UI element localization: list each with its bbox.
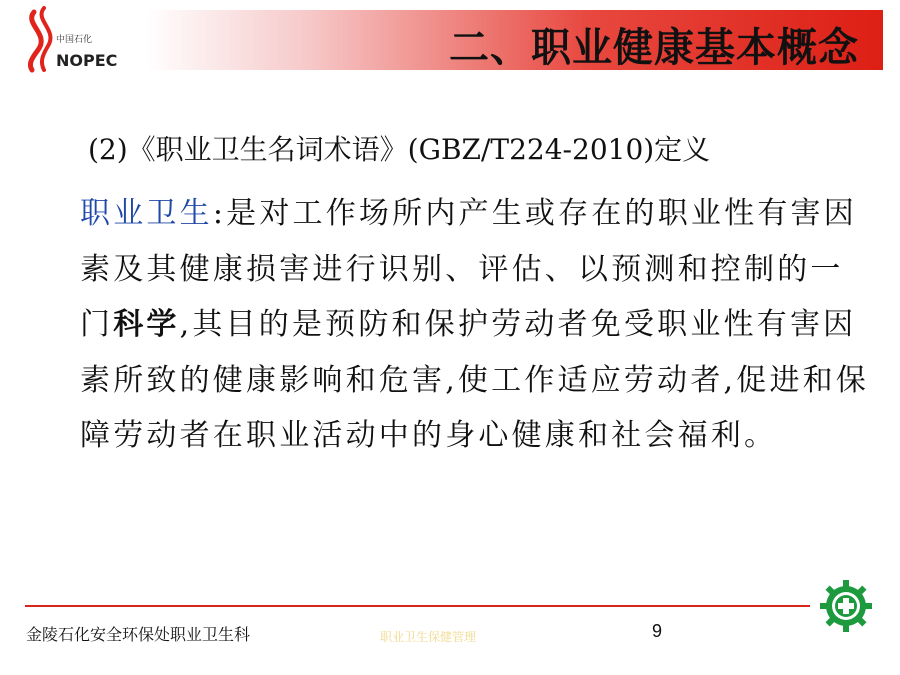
footer-center-text: 职业卫生保健管理 <box>380 630 477 644</box>
page-number: 9 <box>652 621 663 641</box>
term-colon: : <box>212 196 227 231</box>
definition-source: (2)《职业卫生名词术语》(GBZ/T224-2010)定义 <box>88 133 711 166</box>
defined-term: 职业卫生 <box>80 196 213 231</box>
sinopec-logo <box>20 4 124 74</box>
title-bar <box>145 10 883 70</box>
footer-divider <box>25 605 810 607</box>
emphasized-word: 科学 <box>113 307 180 342</box>
slide-header <box>0 0 900 80</box>
footer-organization: 金陵石化安全环保处职业卫生科 <box>26 625 251 644</box>
definition-part-1: 是对工作场所内产生或存在的职业性有害因素及其健康损害进行识别、评估、以预测和控制的一门 <box>80 196 857 342</box>
definition-paragraph <box>80 186 870 464</box>
svg-text:中国石化: 中国石化 <box>56 35 93 45</box>
safety-cross-gear-icon <box>818 578 874 634</box>
svg-text:NOPEC: NOPEC <box>56 51 118 70</box>
slide-title: 二、职业健康基本概念 <box>449 25 859 71</box>
definition-part-2: ,其目的是预防和保护劳动者免受职业性有害因素所致的健康影响和危害,使工作适应劳动者,促进和保障劳动者在职业活动中的身心健康和社会福利。 <box>80 307 870 453</box>
